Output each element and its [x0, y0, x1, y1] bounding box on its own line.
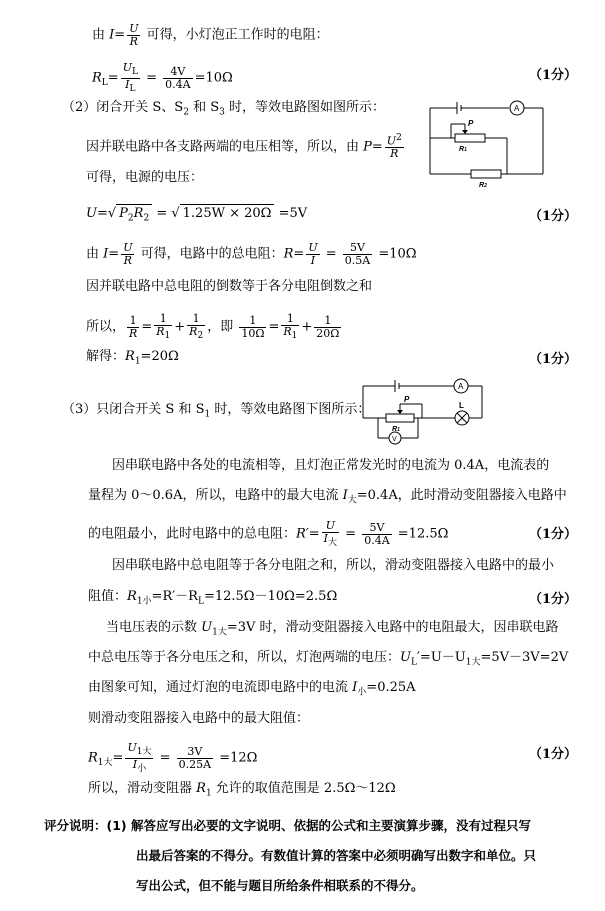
- var-p: P: [363, 139, 372, 155]
- fraction-u-over-r: [127, 23, 140, 47]
- r2-label: [479, 182, 487, 189]
- sub: 1: [164, 330, 171, 341]
- source-voltage-line: U=√ $P_2R_2$ = √ 1.25W × 20Ω =5V: [86, 204, 307, 228]
- text: =: [141, 70, 162, 86]
- sub: 2: [197, 330, 204, 341]
- var: R: [127, 589, 137, 604]
- text-line: 可得，电源的电压：: [86, 170, 204, 185]
- text: =: [141, 319, 153, 335]
- power-formula-line: [86, 134, 406, 160]
- num: 5V: [343, 242, 372, 255]
- var-u: U: [86, 206, 97, 221]
- slider-label: P: [404, 395, 410, 404]
- sub: 2: [127, 213, 134, 224]
- var: R: [156, 324, 165, 338]
- text-line: 则滑动变阻器接入电路中的最大阻值：: [88, 711, 310, 726]
- num: 1: [314, 315, 341, 328]
- fraction: [281, 313, 299, 341]
- text: =: [152, 206, 172, 221]
- r1-label: [459, 146, 467, 153]
- var: U: [325, 519, 335, 532]
- lamp-voltage-line: [88, 649, 568, 672]
- var: I: [352, 680, 358, 695]
- sub: 1: [205, 788, 212, 799]
- var: I: [103, 246, 109, 262]
- text: =: [96, 206, 108, 221]
- sub: 1小: [136, 596, 152, 607]
- num: 3V: [177, 746, 213, 759]
- s: 1: [397, 427, 400, 433]
- text: =12Ω: [215, 750, 258, 766]
- sub: L: [197, 596, 204, 607]
- var-r: R: [390, 147, 399, 161]
- sub: 小: [357, 687, 367, 698]
- var-r: R: [92, 70, 102, 86]
- text: =0.4A，此时滑动变阻器接入电路中: [356, 488, 567, 503]
- text: =12.5Ω－10Ω=2.5Ω: [203, 589, 338, 604]
- max-r-line: [88, 742, 257, 774]
- fraction: [239, 315, 266, 339]
- rl-equation: [92, 62, 233, 94]
- sub: 1: [134, 356, 141, 367]
- text: =: [371, 139, 383, 155]
- text: 所以，滑动变阻器: [88, 781, 197, 796]
- fraction: [362, 522, 391, 546]
- text: =R′－R: [151, 589, 198, 604]
- text: 量程为 0～0.6A，所以，电路中的最大电流: [88, 488, 343, 503]
- scoring-note-line-1: 评分说明：(1) 解答应写出必要的文字说明、依据的公式和主要演算步骤，没有过程只写: [44, 818, 531, 833]
- sqrt: 1.25W × 20Ω: [180, 204, 275, 223]
- text: 可得，电路中的总电阻：: [136, 246, 284, 262]
- text: =10Ω: [374, 246, 417, 262]
- var: R: [123, 253, 132, 267]
- var: U: [400, 650, 411, 665]
- text: =: [268, 319, 280, 335]
- num: 4V: [163, 66, 192, 79]
- text: 解得：: [86, 349, 126, 364]
- text: +: [174, 319, 186, 335]
- series-circuit-diagram: [358, 378, 488, 446]
- num: 1: [127, 315, 139, 328]
- num: 1: [187, 313, 205, 326]
- sub: 大: [328, 537, 338, 548]
- text: 由图象可知，通过灯泡的电流即电路中的电流: [88, 680, 353, 695]
- graph-current-line: [88, 679, 416, 702]
- text: =: [112, 750, 124, 766]
- text: （2）闭合开关 S、S: [62, 100, 184, 115]
- score-badge: （1分）: [528, 592, 577, 607]
- var: R: [129, 326, 138, 340]
- var: R: [88, 750, 98, 766]
- var: R: [133, 206, 144, 221]
- fraction: [314, 315, 341, 339]
- text: =3V 时，滑动变阻器接入电路中的电阻最大，因串联电路: [226, 620, 559, 635]
- text: 由: [92, 27, 110, 43]
- text: =5V: [274, 206, 308, 221]
- fraction-u2-r: [385, 134, 404, 160]
- section-3-title: [62, 401, 370, 424]
- text: =10Ω: [194, 70, 233, 86]
- text: =: [293, 246, 305, 262]
- sub: 大: [347, 495, 357, 506]
- fraction: [127, 315, 139, 339]
- sub: 1大: [212, 627, 227, 638]
- sub: L: [410, 657, 417, 668]
- var-u: U: [129, 22, 139, 35]
- text: =: [341, 526, 361, 542]
- var: I: [323, 531, 329, 545]
- fraction: [121, 242, 134, 266]
- text: 当电压表的示数: [106, 620, 202, 635]
- text: =5V－3V=2V: [480, 650, 569, 665]
- var: R: [283, 324, 292, 338]
- score-badge: （1分）: [528, 209, 577, 224]
- den: 0.4A: [165, 77, 191, 91]
- text: +: [301, 319, 313, 335]
- var: R: [125, 349, 135, 364]
- s: 2: [484, 183, 487, 189]
- var: U: [127, 741, 137, 754]
- fraction: [125, 742, 153, 774]
- var: U: [201, 620, 213, 635]
- r: R: [459, 146, 465, 153]
- var-i: I: [125, 77, 130, 91]
- r: R: [392, 426, 398, 433]
- num: 1: [239, 315, 266, 328]
- text: 因并联电路中各支路两端的电压相等，所以，由: [86, 139, 364, 155]
- text: 和 S: [188, 100, 220, 115]
- var: P: [119, 206, 128, 221]
- scoring-note-line-3: 写出公式，但不能与题目所给条件相联系的不得分。: [136, 878, 424, 893]
- r1-label: [392, 426, 400, 433]
- total-r-prime-line: [88, 520, 448, 548]
- intro-ohm-line: [92, 23, 329, 47]
- fraction: [177, 746, 213, 770]
- total-resistance-line: [86, 242, 417, 266]
- var: R: [283, 246, 294, 262]
- text: =: [114, 27, 126, 43]
- sub: 3: [219, 107, 225, 118]
- sub: 2: [183, 107, 189, 118]
- text: =: [321, 246, 341, 262]
- section-2-title: [62, 99, 385, 122]
- min-r-line: [88, 588, 337, 611]
- num: 1: [154, 313, 172, 326]
- sub: 1: [291, 330, 298, 341]
- reciprocal-line: [86, 313, 343, 341]
- fraction: [154, 313, 172, 341]
- text: ′=U－U: [416, 650, 466, 665]
- var: U: [123, 241, 133, 254]
- text: =20Ω: [140, 349, 179, 364]
- den: 10Ω: [241, 326, 265, 340]
- fraction-4v-04a: [163, 66, 192, 90]
- var-r: R: [129, 34, 138, 48]
- text-line: 因串联电路中总电阻等于各分电阻之和，所以，滑动变阻器接入电路中的最小: [112, 558, 555, 573]
- fraction: [343, 242, 372, 266]
- sub: 1: [204, 409, 211, 420]
- text: 中总电压等于各分电压之和，所以，灯泡两端的电压：: [88, 650, 401, 665]
- var: R: [196, 781, 206, 796]
- text: 由: [86, 246, 104, 262]
- den: 0.5A: [344, 253, 371, 267]
- var: R: [189, 324, 198, 338]
- text-line: 因串联电路中各处的电流相等，且灯泡正常发光时的电流为 0.4A，电流表的: [112, 458, 550, 473]
- sub: 2: [143, 213, 150, 224]
- text: =: [155, 750, 175, 766]
- r: R: [479, 182, 485, 189]
- score-badge: （1分）: [528, 352, 577, 367]
- score-badge: （1分）: [528, 68, 577, 83]
- fraction: [306, 242, 319, 266]
- var: I: [310, 253, 316, 267]
- sub: L: [131, 67, 138, 78]
- num: 1: [281, 313, 299, 326]
- max-current-line: [88, 487, 567, 510]
- sub: 1大: [465, 657, 481, 668]
- sub: 1大: [136, 747, 152, 758]
- s: 1: [464, 147, 467, 153]
- text: 所以，: [86, 319, 126, 335]
- var: R′: [296, 526, 309, 542]
- text: =: [107, 70, 119, 86]
- fraction: [187, 313, 205, 341]
- sqrt: [116, 204, 152, 228]
- sub: 1大: [97, 758, 113, 769]
- text: （3）只闭合开关 S 和 S: [62, 402, 205, 417]
- parallel-circuit-diagram: [425, 98, 550, 190]
- voltmeter-label: V: [392, 436, 397, 443]
- text: 时，等效电路图如图所示：: [224, 100, 385, 115]
- text: 阻值：: [88, 589, 128, 604]
- range-line: [88, 780, 396, 803]
- text: 允许的取值范围是 2.5Ω～12Ω: [211, 781, 396, 796]
- sub: 小: [137, 763, 147, 774]
- var: I: [342, 488, 348, 503]
- solve-r1-line: [86, 348, 179, 371]
- text: 的电阻最小，此时电路中的总电阻：: [88, 526, 297, 542]
- den: 0.25A: [178, 757, 212, 771]
- text: =: [308, 526, 320, 542]
- voltmeter-line: [106, 619, 559, 642]
- var: I: [132, 757, 138, 771]
- var-u: U: [122, 61, 132, 74]
- score-badge: （1分）: [528, 747, 577, 762]
- fraction-ul-il: [121, 62, 140, 94]
- scoring-note-line-2: 出最后答案的不得分。有数值计算的答案中必须明确写出数字和单位。只: [136, 848, 537, 863]
- text-line: 因并联电路中总电阻的倒数等于各分电阻倒数之和: [86, 279, 373, 294]
- sub: L: [129, 83, 136, 94]
- num: 5V: [362, 522, 391, 535]
- var-i: I: [109, 27, 115, 43]
- fraction: [322, 520, 339, 548]
- var: U: [308, 241, 318, 254]
- sup: 2: [396, 133, 402, 143]
- ammeter-label: A: [458, 382, 464, 391]
- score-badge: （1分）: [528, 527, 577, 542]
- text: 可得，小灯泡正工作时的电阻：: [142, 27, 329, 43]
- text: =0.25A: [366, 680, 416, 695]
- den: 0.4A: [364, 533, 390, 547]
- text: 时，等效电路图下图所示：: [210, 402, 371, 417]
- slider-label: P: [468, 119, 474, 128]
- text: ，即: [207, 319, 238, 335]
- ammeter-label: A: [514, 104, 520, 113]
- lamp-label: L: [459, 401, 464, 410]
- text: =: [108, 246, 120, 262]
- sub: L: [101, 78, 108, 89]
- den: 20Ω: [316, 326, 340, 340]
- text: =12.5Ω: [393, 526, 449, 542]
- var-u: U: [386, 134, 397, 148]
